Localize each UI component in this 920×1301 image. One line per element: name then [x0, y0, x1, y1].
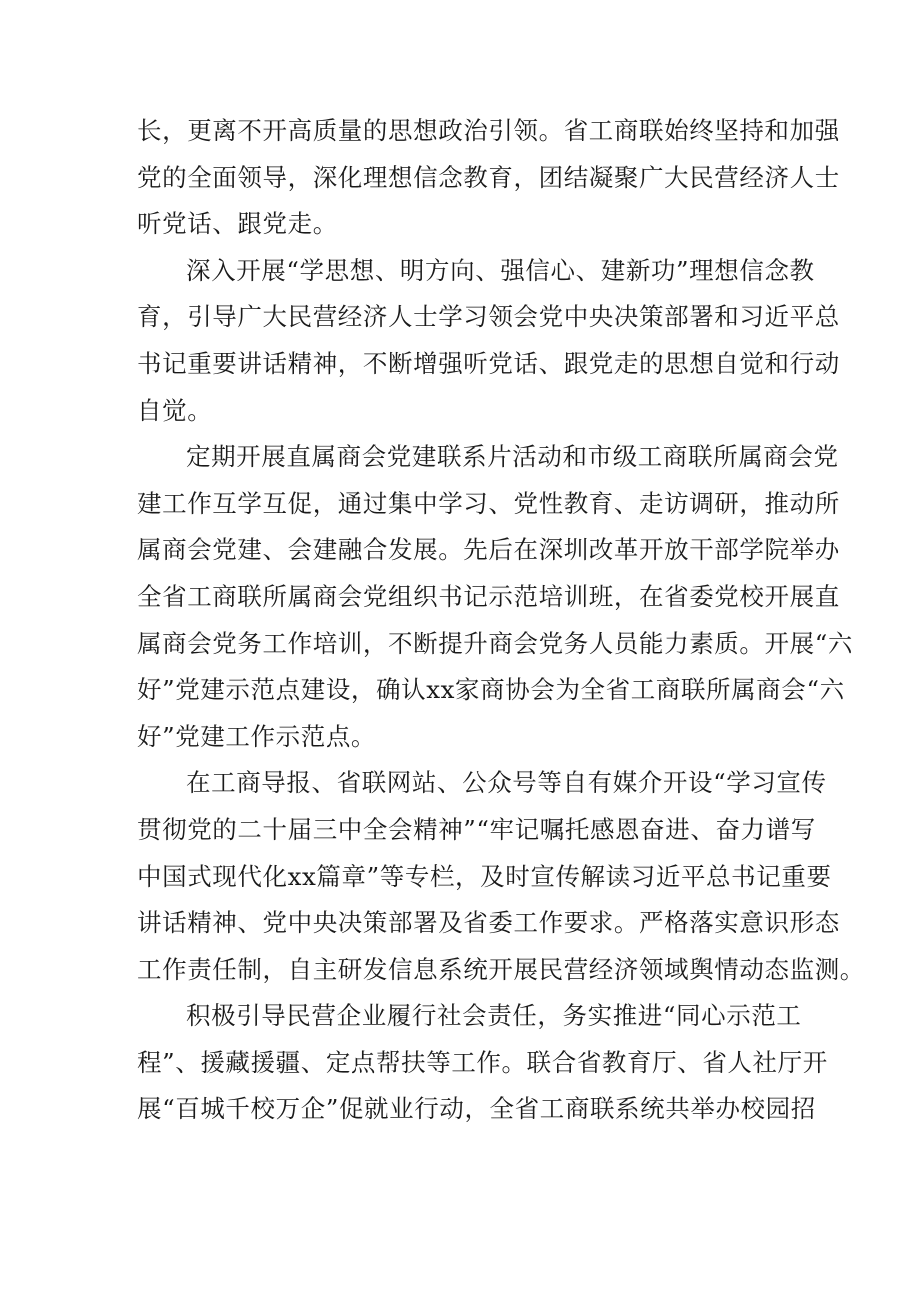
- text-line: 自觉。: [137, 395, 213, 425]
- text-line: 育，引导广大民营经济人士学习领会党中央决策部署和习近平总: [137, 302, 840, 332]
- text-line: 深入开展“学思想、明方向、强信心、建新功”理想信念教: [186, 255, 815, 285]
- text-line: 属商会党建、会建融合发展。先后在深圳改革开放干部学院举办: [137, 535, 840, 565]
- text-line: 全省工商联所属商会党组织书记示范培训班，在省委党校开展直: [137, 581, 840, 611]
- text-line: 程”、援藏援疆、定点帮扶等工作。联合省教育厅、省人社厅开: [137, 1047, 828, 1077]
- text-line: 建工作互学互促，通过集中学习、党性教育、走访调研，推动所: [137, 488, 840, 518]
- text-line: 中国式现代化xx篇章”等专栏，及时宣传解读习近平总书记重要: [137, 861, 832, 891]
- text-line: 党的全面领导，深化理想信念教育，团结凝聚广大民营经济人士: [137, 162, 840, 192]
- text-line: 积极引导民营企业履行社会责任，务实推进“同心示范工: [186, 1001, 802, 1031]
- text-line: 书记重要讲话精神，不断增强听党话、跟党走的思想自觉和行动: [137, 348, 840, 378]
- text-line: 好”党建工作示范点。: [137, 721, 377, 751]
- text-line: 好”党建示范点建设，确认xx家商协会为全省工商联所属商会“六: [137, 675, 845, 705]
- text-line: 讲话精神、党中央决策部署及省委工作要求。严格落实意识形态: [137, 908, 840, 938]
- text-line: 展“百城千校万企”促就业行动，全省工商联系统共举办校园招: [137, 1094, 816, 1124]
- text-line: 在工商导报、省联网站、公众号等自有媒介开设“学习宣传: [186, 768, 827, 798]
- text-line: 属商会党务工作培训，不断提升商会党务人员能力素质。开展“六: [137, 628, 853, 658]
- text-line: 听党话、跟党走。: [137, 209, 338, 239]
- text-line: 贯彻党的二十届三中全会精神”“牢记嘱托感恩奋进、奋力谱写: [137, 814, 816, 844]
- body-text: [137, 108, 865, 1133]
- text-line: 定期开展直属商会党建联系片活动和市级工商联所属商会党: [186, 442, 839, 472]
- text-line: 长，更离不开高质量的思想政治引领。省工商联始终坚持和加强: [137, 116, 840, 145]
- text-line: 工作责任制，自主研发信息系统开展民营经济领域舆情动态监测。: [137, 954, 865, 984]
